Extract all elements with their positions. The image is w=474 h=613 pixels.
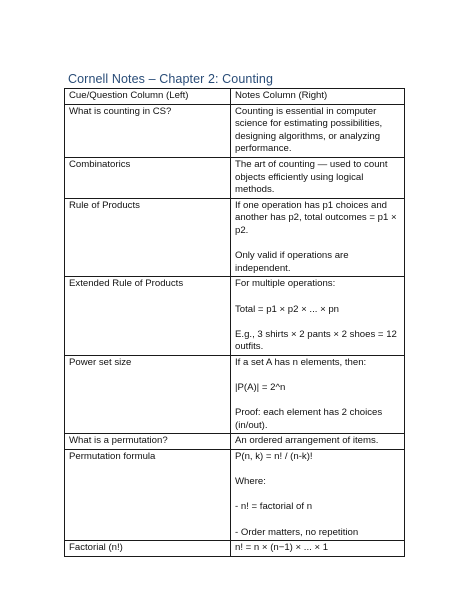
notes-paragraph: |P(A)| = 2^n — [235, 382, 286, 394]
notes-paragraph: The art of counting — used to count objects efficiently using logical methods. — [235, 158, 388, 196]
notes-cell — [231, 541, 405, 557]
notes-paragraph: n! = n × (n−1) × ... × 1 — [235, 542, 329, 554]
table-header-row — [65, 89, 405, 105]
cornell-notes-table — [64, 88, 405, 557]
cue-cell: Power set size — [65, 355, 231, 434]
notes-paragraph: Counting is essential in computer science for estimating possibilities, designing algorithms, or analyzing performance. — [235, 105, 383, 155]
cue-column-header: Cue/Question Column (Left) — [65, 89, 231, 105]
page-title: Cornell Notes – Chapter 2: Counting — [68, 72, 274, 86]
notes-cell — [231, 355, 405, 434]
cue-cell: Factorial (n!) — [65, 541, 231, 557]
table-row — [65, 355, 405, 434]
cue-cell: Permutation formula — [65, 450, 231, 541]
cue-cell: What is a permutation? — [65, 434, 231, 450]
notes-paragraph: Proof: each element has 2 choices (in/out). — [235, 407, 383, 431]
notes-paragraph: - n! = factorial of n — [235, 501, 313, 513]
cue-cell: Extended Rule of Products — [65, 277, 231, 356]
notes-paragraph: Where: — [235, 476, 266, 488]
table-row — [65, 541, 405, 557]
cue-cell: Combinatorics — [65, 157, 231, 198]
notes-cell — [231, 104, 405, 157]
notes-cell — [231, 434, 405, 450]
notes-paragraph: An ordered arrangement of items. — [235, 435, 379, 447]
notes-paragraph: If one operation has p1 choices and another has p2, total outcomes = p1 × p2. — [235, 199, 397, 236]
notes-paragraph: P(n, k) = n! / (n-k)! — [235, 451, 313, 463]
table-row — [65, 198, 405, 277]
notes-paragraph: If a set A has n elements, then: — [235, 356, 367, 368]
notes-paragraph: E.g., 3 shirts × 2 pants × 2 shoes = 12 outfits. — [235, 328, 397, 353]
notes-paragraph: Only valid if operations are independent. — [235, 250, 349, 274]
notes-paragraph: Total = p1 × p2 × ... × pn — [235, 303, 340, 315]
table-row — [65, 157, 405, 198]
table-row — [65, 450, 405, 541]
notes-cell — [231, 198, 405, 277]
notes-cell — [231, 450, 405, 541]
cue-cell: Rule of Products — [65, 198, 231, 277]
cue-cell: What is counting in CS? — [65, 104, 231, 157]
notes-cell — [231, 157, 405, 198]
table-row — [65, 104, 405, 157]
notes-cell — [231, 277, 405, 356]
table-row — [65, 277, 405, 356]
table-row — [65, 434, 405, 450]
notes-paragraph: For multiple operations: — [235, 278, 336, 290]
notes-paragraph: - Order matters, no repetition — [235, 526, 359, 538]
notes-column-header: Notes Column (Right) — [231, 89, 405, 105]
